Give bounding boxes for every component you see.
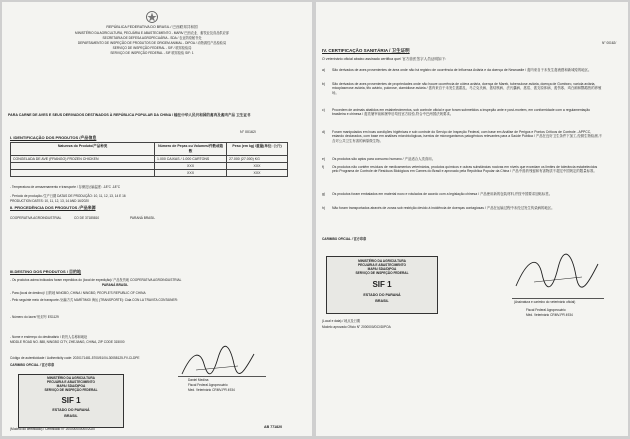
origin-state: PARANÁ BRASIL [130,216,156,220]
dest-transport: - Pelo seguinte meio de transporte /运输方式 MARÍTIMO/ 海运 (TRANSPORTE): Cida CON LA TRAVITA CONTAINER: [10,298,178,302]
stamp-left-state: ESTADO DO PARANÁ [52,408,90,412]
official-stamp-left [18,374,124,428]
product-row-1-volumes: 1.000 CAIXAS / 1.000 CARTONS [155,156,227,163]
certificate-number: N° 00162/ [240,130,257,134]
product-table [10,142,288,177]
item-g-text: Os produtos foram embalados em material novo e rotulados de acordo com a legislação chinesa / 产品使用新的包装材料,并按中国要求加贴标签。 [332,192,553,196]
stamp-right-line-2: PECUÁRIA E ABASTECIMENTO [357,263,407,267]
item-g-key: g) [322,192,326,196]
stamp-right-state: ESTADO DO PARANÁ [363,293,401,297]
official-stamp-label-right: CARIMBO OFICIAL / 官方印章 [322,237,367,241]
product-row-1-weight: 27.000 (27.000) KG [227,156,288,163]
serial-number: AB 771820 [264,425,283,429]
origin-code: CO DE 37185810 [74,216,100,220]
item-a-text: São derivados de aves provenientes de área onde não há registro de ocorrência de Influenza Aviária e da doença de Newcastle / 禽肉来自于未发生禽流感和新城疫的地区。 [332,68,592,72]
header-line-5: SERVIÇO DE INSPEÇÃO FEDERAL - SIF / 联邦检验局 [112,46,192,50]
product-row-1-nature: CONGELADA DE AVE (FRANGO) FROZEN CHICKEN [11,156,155,163]
header-line-1: REPÚBLICA FEDERATIVA DO BRASIL / 巴西联邦共和国 [106,25,198,29]
signature-right-icon [512,250,602,296]
item-f-key: f) [322,165,325,169]
signer-left-name: Daniel Medina [188,378,209,382]
product-col-nature: Natureza do Produto/产品种类 [11,143,155,156]
product-row-2-weight: XXX [227,163,288,170]
production-period-1: - Período de produção /生产日期 DATAS DE PRODUÇÃO: 10, 11, 12, 13, 14 E 16 [10,194,126,198]
stamp-left-line-3: MAPA/ SDA/DIPOA [56,384,86,388]
section-4-title: IV. CERTIFICAÇÃO SANITÁRIA / 卫生证明 [322,48,410,53]
stamp-right-line-3: MAPA/ SDA/DIPOA [367,267,397,271]
item-c-key: c) [322,108,325,112]
signature-line-left [178,376,266,377]
product-row-2-volumes: XXX [155,163,227,170]
dest-place: - Para (local de destino)/ 目的地 NINGBO, CHINA / NINGBO, PEOPLE'S REPUBLIC OF CHINA [10,291,146,295]
stamp-right-line-4: SERVIÇO DE INSPEÇÃO FEDERAL [355,271,409,275]
stamp-right-sif: SIF 1 [372,280,392,289]
signer-right-caption: (Assinatura e carimbo do veterinário oficial) [514,300,576,304]
product-col-weight: Peso (em kg) /重量(单位: 公斤) [227,143,288,156]
header-line-6: SERVIÇO DE INSPEÇÃO FEDERAL - SIF 联邦检验 SIF: 1 [110,51,194,55]
origin-company: COOPERATIVA AGROINDUSTRIAL [10,216,62,220]
signer-left-license: Med. Veterinário CRMV-PR 4934 [188,388,235,392]
product-row-3-weight: XXX [227,170,288,177]
certificate-intro: PARA CARNE DE AVES E SEUS DERIVADOS DESTINADOS À REPÚBLICA POPULAR DA CHINA / 输往中华人民共和国的禽肉及禽肉产品 卫生证书 [8,113,251,117]
item-e-key: e) [322,157,326,161]
item-b-key: b) [322,82,326,86]
stamp-left-line-2: PECUÁRIA E ABASTECIMENTO [46,380,96,384]
item-b-text: São derivados de aves provenientes de propriedades onde não houve ocorrência de cólera aviária, doença de Marek, tuberculose aviária, doença de Gumboro, varíola aviária, micoplasmose aviária, tifo aviário, pulorose, clamidiose aviária / 禽肉来自于未发生禽霍乱、马立克氏病、禽结核病、法氏囊病、禽痘、禽支原体病、禽伤寒、鸡白痢和鹦鹉热的养殖场。 [332,82,602,95]
product-row-2-nature [11,163,155,170]
section-2-title: II. PROCEDÊNCIA DOS PRODUTOS /产品来源 [10,205,96,210]
production-period-2: PRODUCTION DATES: 10, 11, 12, 13, 14 AND 16/2020 [10,199,89,203]
section-1-title: I. IDENTIFICAÇÃO DOS PRODUTOS /产品信息 [10,135,97,140]
item-c-text: Procedem de animais abatidos em estabelecimentos, sob controle oficial e que foram submetidos a inspeção ante e post-mortem, em conformidade com a regulamentação brasileira e chinesa / 禽类屠宰前和屠宰后均经官方检验,符合中巴两国法规要求。 [332,108,591,117]
item-d-key: d) [322,130,326,134]
local-date-right: (Local e data) / 地点及日期 [322,319,361,323]
stamp-left-line-4: SERVIÇO DE INSPEÇÃO FEDERAL [44,388,98,392]
item-h-key: h) [322,206,326,210]
official-stamp-label-left: CARIMBO OFICIAL / 官方印章 [10,363,55,367]
dest-shipped-from: - Os produtos acima indicados foram expedidos do (local de expedição)/ 产品发货地 COOPERATIVA AGROINDUSTRIAL [10,278,182,282]
certificate-page-right [316,2,628,436]
stamp-left-sif: SIF 1 [61,396,81,405]
item-d-text: Foram manipulados em boas condições higiênicas e sob controle do Serviço de Inspeção Federal, com base em Análise de Perigos e Pontos Críticos de Controle - APPCC, estando declarados, com base em análises microbiológicas, isentos de microrganismos patogênicos relevantes para a Saúde Pública / 产品在良好卫生条件下加工,经微生物检测,不含对公共卫生有害的病原微生物。 [332,130,603,143]
stamp-left-country: BRASIL [64,414,78,418]
signer-left-title: Fiscal Federal Agropecuário [188,383,228,387]
stamp-right-line-1: MINISTÉRIO DA AGRICULTURA [358,259,406,263]
item-a-key: a) [322,68,326,72]
product-row-3-nature [11,170,155,177]
authenticity-code: Código de autenticidade / Authenticity code: 2020171481-5700/51/04-30058125-FV-CLDPE [10,356,140,360]
product-row-3-volumes: XXX [155,170,227,177]
footer-left: (Modelo do certificado) / Certificado N° 200000000000/2020 [10,427,95,431]
storage-temperature: - Temperatura de armazenamento e transporte / 存储及运输温度: -18°C -18°C [10,185,121,189]
footer-right: Modelo aprovado Ofício N° 2000000/DCI/DIPOA [322,325,391,329]
certificate-page-left [2,2,312,436]
header-line-2: MINISTÉRIO DA AGRICULTURA, PECUÁRIA E ABASTECIMENTO - MAPA/ 巴西农业、畜牧业及食品供应部 [75,31,229,35]
dest-shipped-state: PARANÁ BRASIL [102,283,129,287]
dest-seal-number: - Número do lacre/ 铅封号 ES1129 [10,315,59,319]
stamp-right-country: BRASIL [375,299,389,303]
item-h-text: Não foram transportados através de zonas sob restrição devido à incidência de doenças contagiosas / 产品在运输过程中未经过发生传染病的地区。 [332,206,555,210]
header-line-4: DEPARTAMENTO DE INSPEÇÃO DE PRODUTOS DE ORIGEM ANIMAL - DIPOA / 动物源性产品检验局 [77,41,227,45]
dest-consignee-label: - Nome e endereço do destinatário / 收货人名称和地址 [10,335,88,339]
section-4-intro: O veterinário oficial abaixo assinado certifica que/ 官方兽医签字人员证明如下: [322,57,447,61]
stamp-left-line-1: MINISTÉRIO DA AGRICULTURA [47,376,95,380]
official-stamp-right [326,256,438,314]
header-line-3: SECRETARIA DE DEFESA AGROPECUÁRIA - SDA / 农业防疫秘书处 [102,36,202,40]
signer-right-title: Fiscal Federal Agropecuário [526,308,566,312]
dest-consignee-address: MIDDLE ROAD NO. 888, NINGBO CITY, ZHEJIANG, CHINA, ZIP CODE 315000 [10,340,125,344]
item-f-text: Os produtos não contêm resíduos de medicamentos veterinários, produtos químicos e outras substâncias nocivas em níveis que excedam os limites de tolerância estabelecidos pelo Programa de Controle de Resíduos Biológicos em Carnes do Brasil e aprovado pela República Popular da China / 产品中兽药残留和有害物质不超过中国规定的限量标准。 [332,165,598,174]
signer-right-license: Méd. Veterinário CRMV-PR 4934 [526,313,573,317]
signature-line-right [512,298,604,299]
product-col-volumes: Número de Peças ou Volumes/件数或箱数 [155,143,227,156]
item-e-text: Os produtos são aptos para consumo humano / 产品适合人类食用。 [332,157,436,161]
right-number: N° 00162/ [602,41,617,45]
section-3-title: III.DESTINO DOS PRODUTOS / 目的地 [10,269,82,274]
